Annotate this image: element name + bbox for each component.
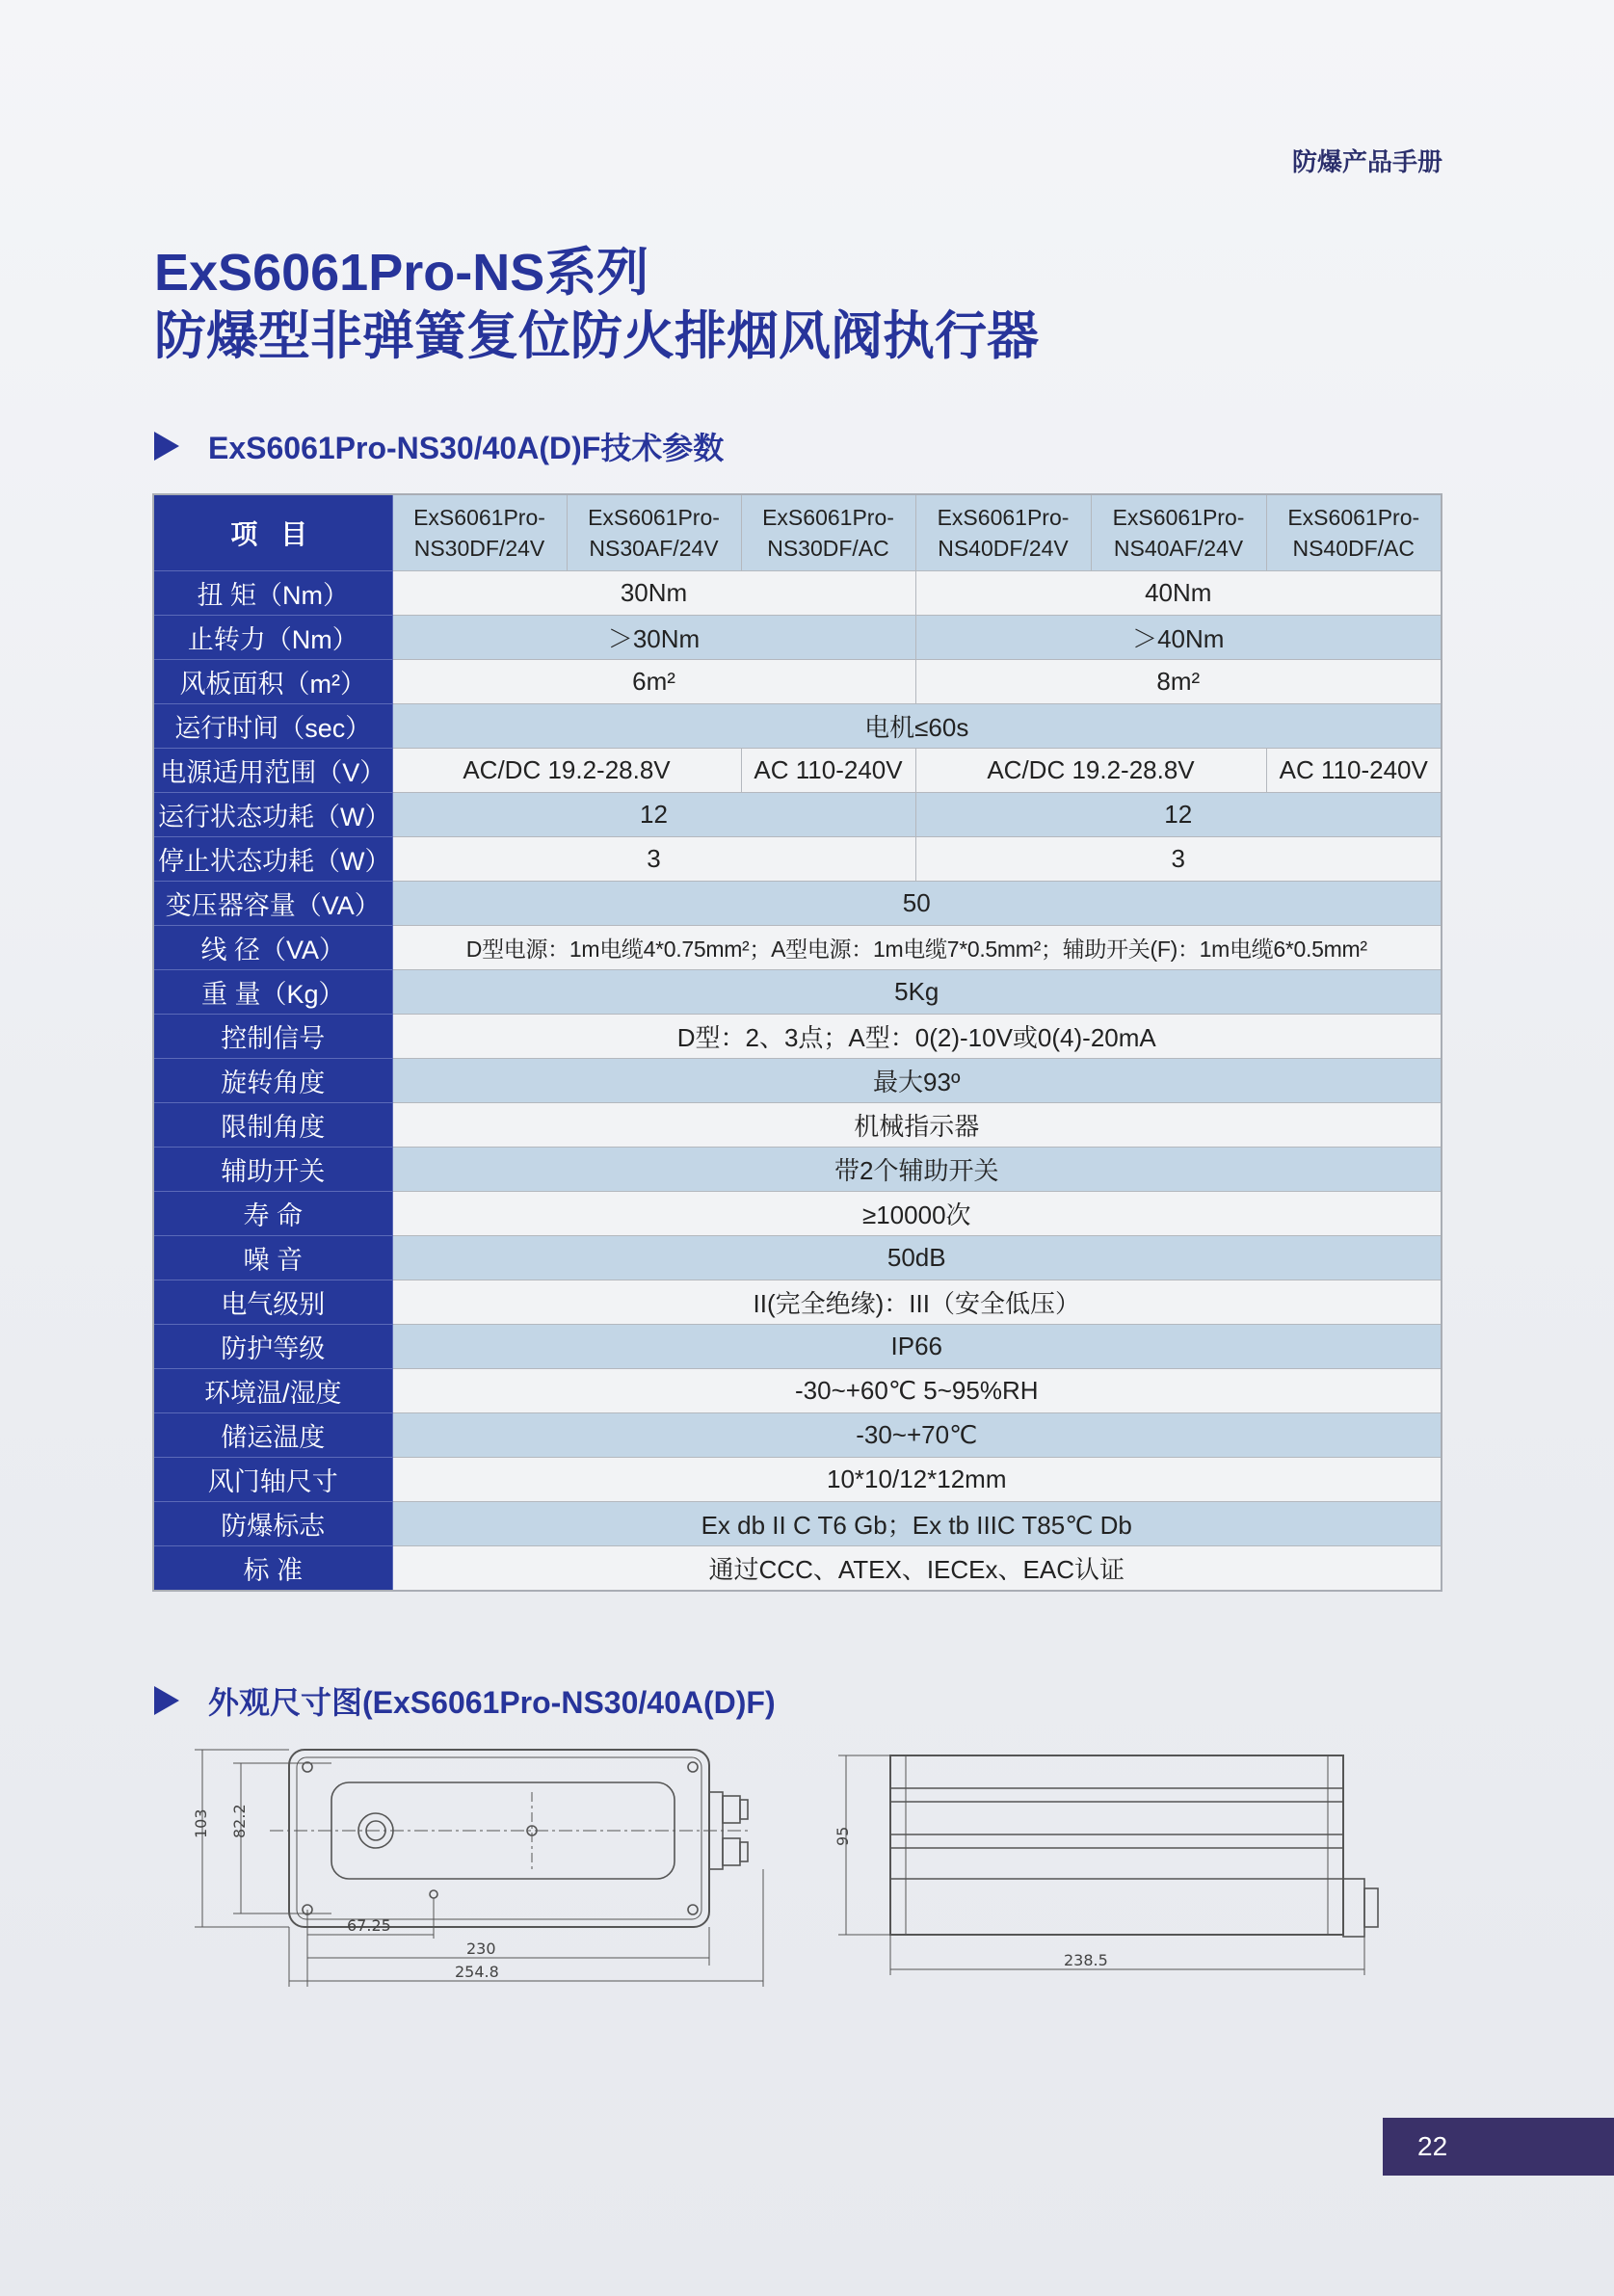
cell-value: 机械指示器 [392,1103,1442,1148]
cell-value: 5Kg [392,970,1442,1015]
triangle-bullet-icon [154,1686,179,1715]
table-row [153,837,1442,882]
table-header-row [153,494,1442,571]
row-label: 标 准 [153,1546,392,1592]
row-label: 线 径（VA） [153,926,392,970]
dimension-section-heading [154,1678,776,1723]
cell-value: D型：2、3点；A型：0(2)-10V或0(4)-20mA [392,1015,1442,1059]
cell-value: AC 110-240V [1266,749,1442,793]
cell-value: ≥10000次 [392,1192,1442,1236]
dim-82: 82.2 [230,1804,249,1838]
row-label: 防爆标志 [153,1502,392,1546]
cell-value: 40Nm [915,571,1442,616]
row-label: 限制角度 [153,1103,392,1148]
table-row [153,1192,1442,1236]
page-title [154,241,1039,368]
row-label: 运行时间（sec） [153,704,392,749]
cell-value: AC/DC 19.2-28.8V [392,749,741,793]
table-row [153,616,1442,660]
spec-table [152,493,1442,1592]
table-row [153,1015,1442,1059]
dim-67: 67.25 [347,1916,391,1935]
dimension-drawing [173,1734,1426,2004]
cell-value: -30~+70℃ [392,1413,1442,1458]
cell-value: ＞30Nm [392,616,915,660]
table-row [153,1148,1442,1192]
dim-238: 238.5 [1064,1951,1108,1969]
dim-230: 230 [466,1940,496,1958]
side-view [838,1755,1378,1975]
cell-value: 50 [392,882,1442,926]
cell-value: 3 [392,837,915,882]
row-label: 重 量（Kg） [153,970,392,1015]
model-header: ExS6061Pro- NS30DF/24V [392,494,567,571]
cell-value: 3 [915,837,1442,882]
row-label: 止转力（Nm） [153,616,392,660]
cell-value: 带2个辅助开关 [392,1148,1442,1192]
table-row [153,1413,1442,1458]
cell-value: 50dB [392,1236,1442,1280]
cell-value: ＞40Nm [915,616,1442,660]
table-row [153,1502,1442,1546]
row-label: 风门轴尺寸 [153,1458,392,1502]
cell-value: D型电源：1m电缆4*0.75mm²；A型电源：1m电缆7*0.5mm²；辅助开关(F)：1m电缆6*0.5mm² [392,926,1442,970]
table-row [153,970,1442,1015]
cell-value: 6m² [392,660,915,704]
table-row [153,1369,1442,1413]
item-header: 项 目 [153,494,392,571]
spec-section-heading [154,424,724,468]
cell-value: 12 [392,793,915,837]
row-label: 运行状态功耗（W） [153,793,392,837]
cell-value: 电机≤60s [392,704,1442,749]
title-line-2: 防爆型非弹簧复位防火排烟风阀执行器 [154,307,1039,365]
table-row [153,1280,1442,1325]
cell-value: 12 [915,793,1442,837]
table-row [153,1546,1442,1592]
table-row [153,660,1442,704]
model-header: ExS6061Pro- NS30DF/AC [741,494,915,571]
triangle-bullet-icon [154,432,179,461]
row-label: 电气级别 [153,1280,392,1325]
row-label: 防护等级 [153,1325,392,1369]
spec-section-title: ExS6061Pro-NS30/40A(D)F技术参数 [208,431,725,465]
dim-254: 254.8 [455,1963,499,1981]
cell-value: 最大93º [392,1059,1442,1103]
cell-value: II(完全绝缘)：III（安全低压） [392,1280,1442,1325]
cell-value: AC 110-240V [741,749,915,793]
table-row [153,926,1442,970]
row-label: 停止状态功耗（W） [153,837,392,882]
table-row [153,793,1442,837]
table-row [153,1103,1442,1148]
model-header: ExS6061Pro- NS40DF/24V [915,494,1091,571]
cell-value: 8m² [915,660,1442,704]
cell-value: Ex db II C T6 Gb；Ex tb IIIC T85℃ Db [392,1502,1442,1546]
dim-103: 103 [192,1808,210,1838]
model-header: ExS6061Pro- NS40AF/24V [1091,494,1266,571]
cell-value: 通过CCC、ATEX、IECEx、EAC认证 [392,1546,1442,1592]
cell-value: IP66 [392,1325,1442,1369]
cell-value: -30~+60℃ 5~95%RH [392,1369,1442,1413]
table-row [153,1236,1442,1280]
page-number: 22 [1383,2118,1614,2176]
table-row [153,1059,1442,1103]
row-label: 控制信号 [153,1015,392,1059]
manual-title: 防爆产品手册 [1291,147,1442,176]
cell-value: 30Nm [392,571,915,616]
row-label: 电源适用范围（V） [153,749,392,793]
row-label: 寿 命 [153,1192,392,1236]
row-label: 变压器容量（VA） [153,882,392,926]
row-label: 噪 音 [153,1236,392,1280]
row-label: 环境温/湿度 [153,1369,392,1413]
model-header: ExS6061Pro- NS40DF/AC [1266,494,1442,571]
table-row [153,1325,1442,1369]
row-label: 储运温度 [153,1413,392,1458]
table-row [153,571,1442,616]
model-header: ExS6061Pro- NS30AF/24V [567,494,741,571]
table-row [153,749,1442,793]
cell-value: AC/DC 19.2-28.8V [915,749,1266,793]
row-label: 扭 矩（Nm） [153,571,392,616]
dimension-section-title: 外观尺寸图(ExS6061Pro-NS30/40A(D)F) [208,1685,776,1720]
row-label: 辅助开关 [153,1148,392,1192]
table-row [153,1458,1442,1502]
title-line-1: ExS6061Pro-NS系列 [154,244,649,302]
cell-value: 10*10/12*12mm [392,1458,1442,1502]
row-label: 旋转角度 [153,1059,392,1103]
table-row [153,704,1442,749]
dim-95: 95 [833,1826,852,1846]
table-row [153,882,1442,926]
row-label: 风板面积（m²） [153,660,392,704]
